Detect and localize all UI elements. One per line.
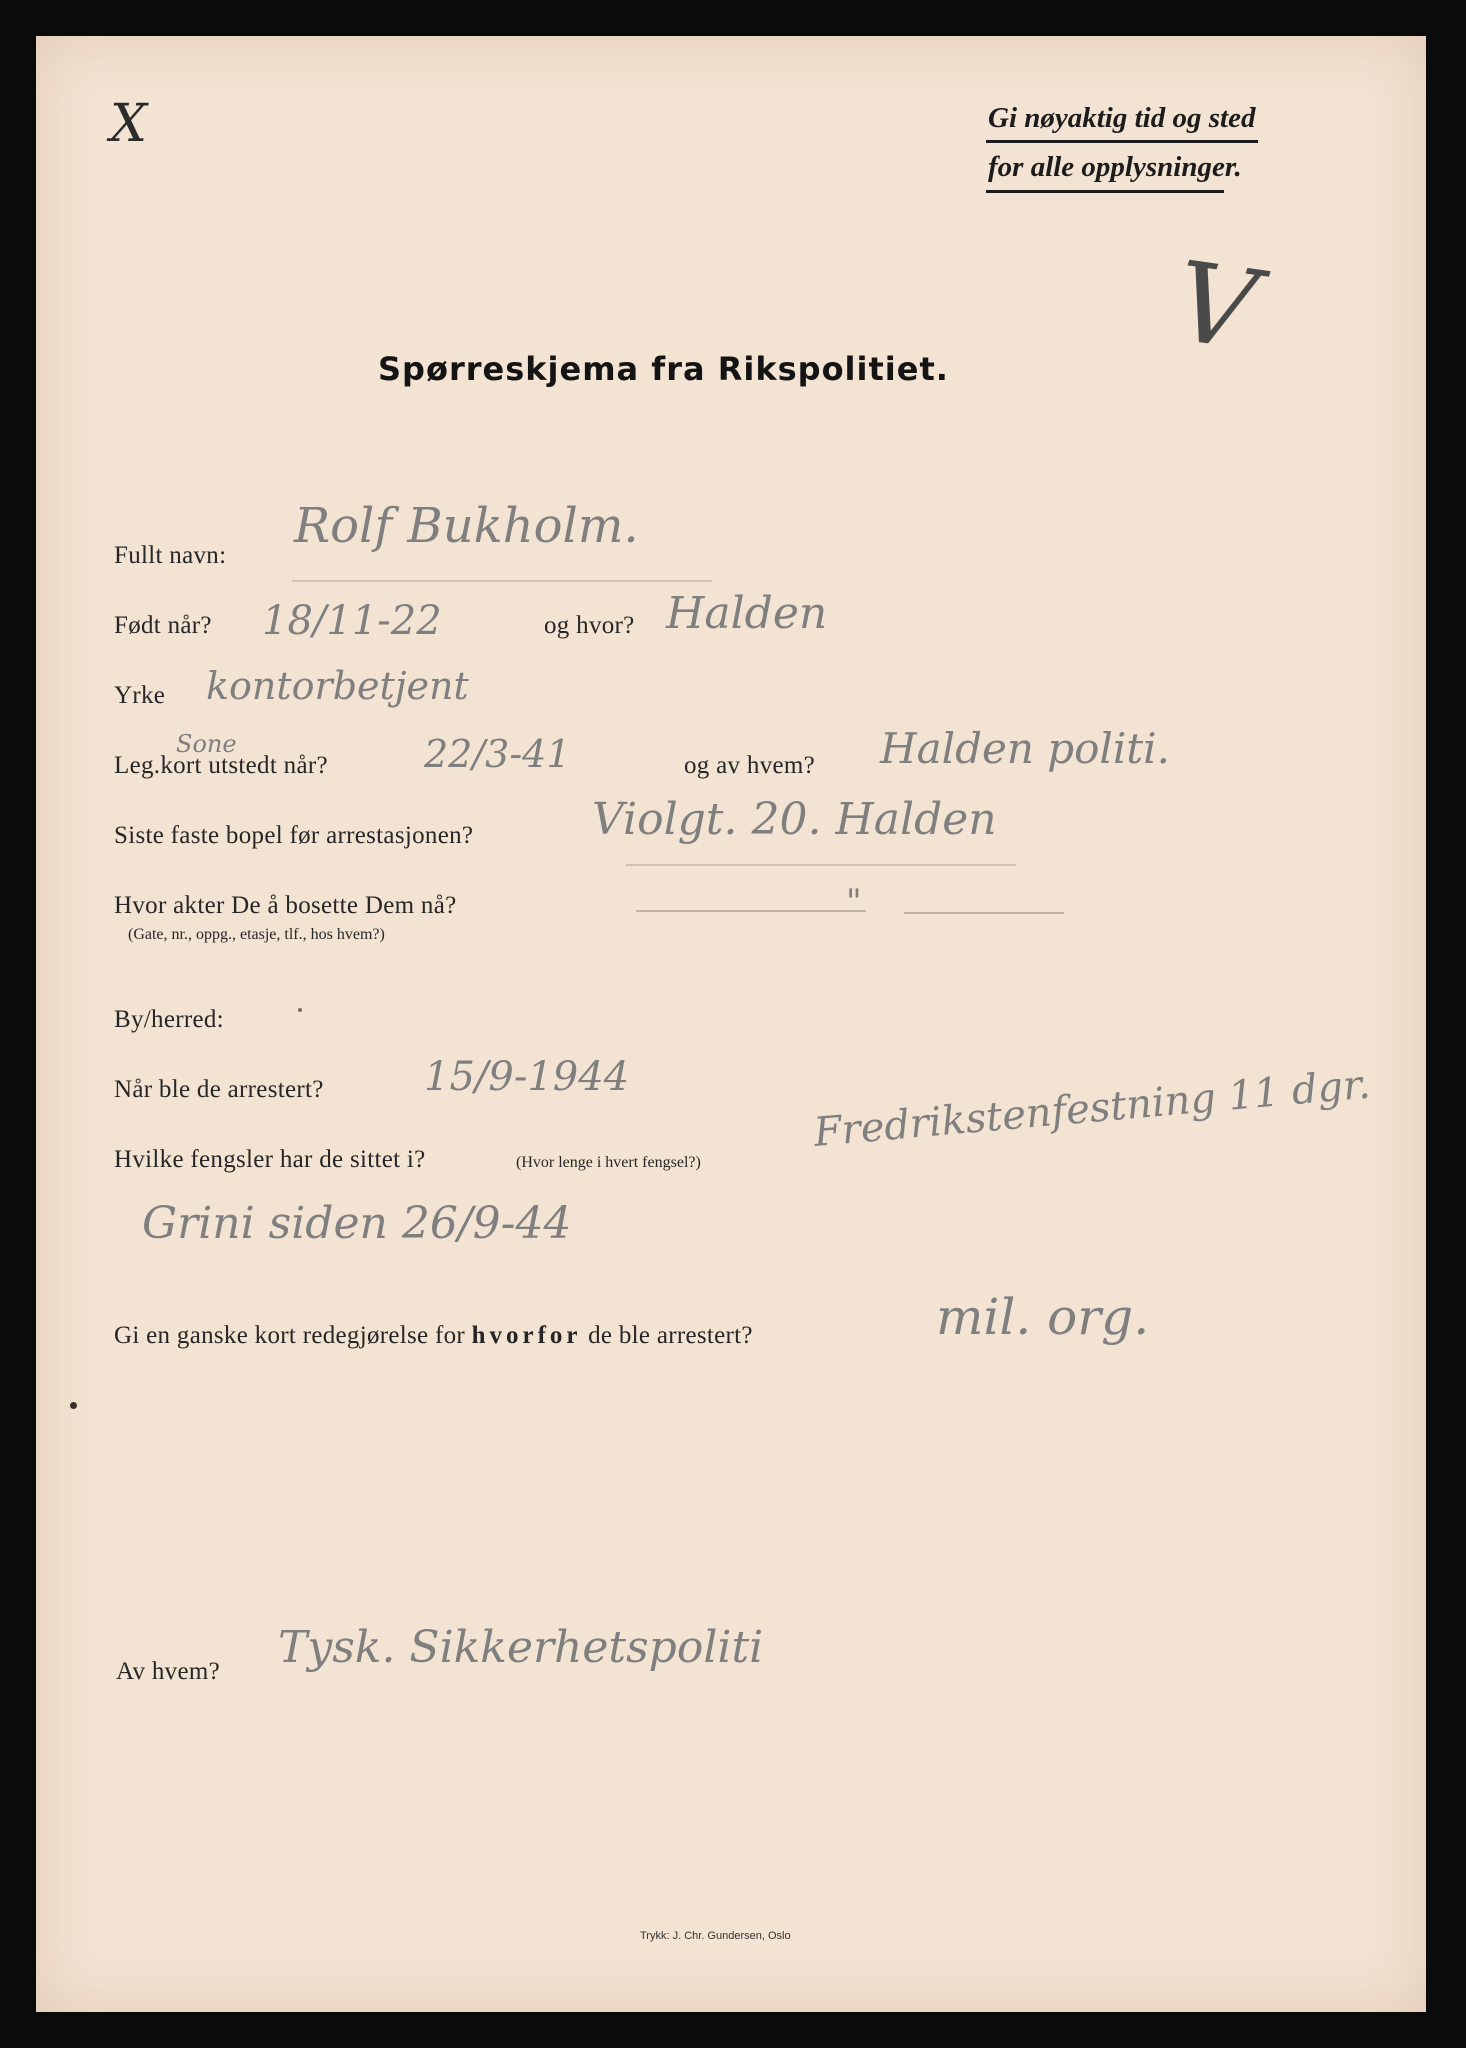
- printer-imprint: Trykk: J. Chr. Gundersen, Oslo: [640, 1930, 791, 1942]
- rule-settle-2: [904, 912, 1064, 914]
- form-title: Spørreskjema fra Rikspolitiet.: [378, 350, 949, 388]
- instruction-underline-1: [986, 140, 1258, 143]
- label-prisons: Hvilke fengsler har de sittet i?: [114, 1146, 426, 1173]
- value-full-name: Rolf Bukholm.: [294, 498, 639, 554]
- value-prisons-1: Fredrikstenfestning 11 dgr.: [811, 1061, 1373, 1156]
- label-settle: Hvor akter De å bosette Dem nå?: [114, 892, 457, 919]
- value-born-when: 18/11-22: [262, 598, 442, 644]
- ink-dot: [70, 1402, 77, 1409]
- questionnaire-page: [36, 36, 1426, 2012]
- rule-settle-1: [636, 910, 866, 912]
- label-born-where: og hvor?: [544, 612, 635, 639]
- handwritten-check-mark: V: [1168, 237, 1265, 376]
- value-occupation: kontorbetjent: [206, 664, 469, 708]
- label-reason-c: de ble arrestert?: [588, 1322, 753, 1349]
- value-id-card-when: 22/3-41: [424, 732, 571, 776]
- instruction-note-line2: for alle opplysninger.: [988, 151, 1242, 183]
- label-settle-sub: (Gate, nr., oppg., etasje, tlf., hos hvem?): [128, 926, 385, 943]
- ink-dot-small: [298, 1008, 302, 1012]
- value-reason: mil. org.: [936, 1288, 1150, 1346]
- label-by-whom: Av hvem?: [116, 1658, 220, 1685]
- label-full-name: Fullt navn:: [114, 542, 227, 569]
- label-last-address: Siste faste bopel før arrestasjonen?: [114, 822, 474, 849]
- label-prisons-sub: (Hvor lenge i hvert fengsel?): [516, 1154, 701, 1171]
- value-by-whom: Tysk. Sikkerhetspoliti: [278, 1622, 764, 1673]
- value-id-card-by: Halden politi.: [880, 724, 1170, 773]
- label-reason-a: Gi en ganske kort redegjørelse for: [114, 1322, 466, 1349]
- label-occupation: Yrke: [114, 682, 166, 709]
- value-born-where: Halden: [666, 588, 828, 639]
- label-id-card-when: Leg.kort utstedt når?: [114, 752, 328, 779]
- label-reason-b: hvorfor: [471, 1322, 582, 1349]
- label-municipality: By/herred:: [114, 1006, 224, 1033]
- value-id-card-prefix: Sone: [176, 730, 237, 758]
- instruction-underline-2: [986, 190, 1224, 193]
- value-settle-ditto: ": [846, 882, 862, 922]
- label-arrested-when: Når ble de arrestert?: [114, 1076, 324, 1103]
- value-last-address: Violgt. 20. Halden: [592, 794, 997, 845]
- rule-last-address: [626, 864, 1016, 866]
- rule-name: [292, 580, 712, 582]
- label-id-card-by: og av hvem?: [684, 752, 816, 779]
- value-arrested-when: 15/9-1944: [424, 1054, 630, 1100]
- handwritten-x-mark: X: [110, 94, 148, 154]
- instruction-note-line1: Gi nøyaktig tid og sted: [988, 102, 1256, 134]
- label-born-when: Født når?: [114, 612, 212, 639]
- value-prisons-2: Grini siden 26/9-44: [142, 1198, 572, 1249]
- label-reason: [114, 1322, 753, 1350]
